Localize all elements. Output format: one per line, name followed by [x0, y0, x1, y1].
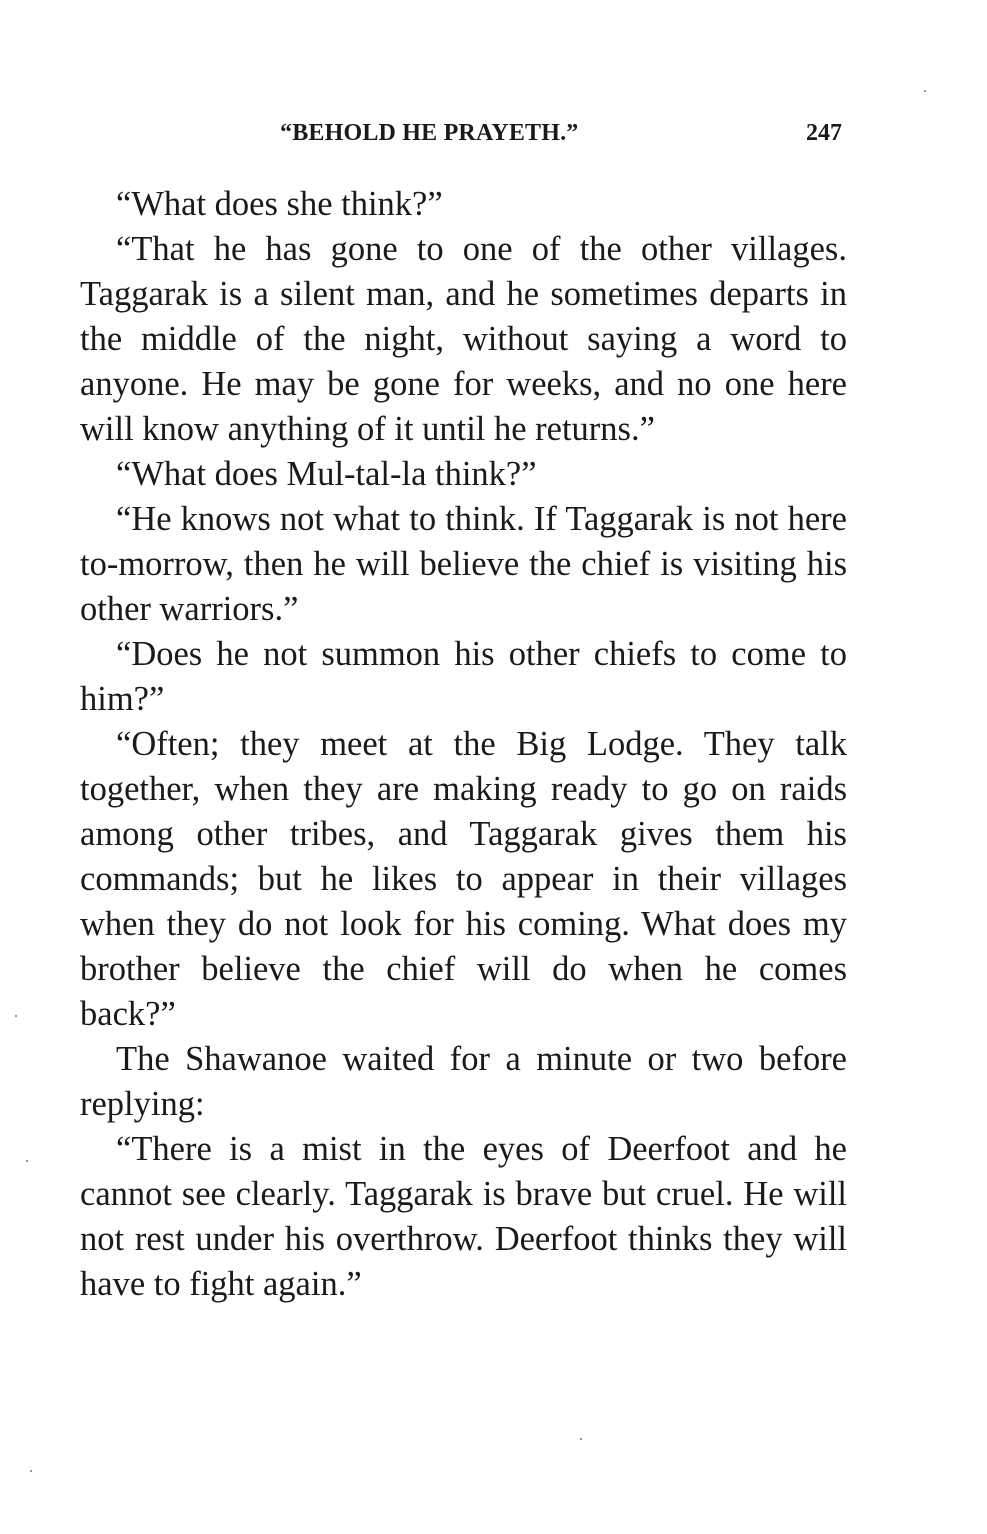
body-text	[80, 182, 847, 1307]
page-number: 247	[806, 120, 842, 146]
paragraph: “He knows not what to think. If Taggarak is not here to-morrow, then he will believe the chief is visiting his other warriors.”	[80, 500, 847, 628]
scan-speck	[26, 1160, 28, 1162]
scan-speck	[15, 1015, 17, 1017]
scan-speck	[580, 1438, 582, 1440]
paragraph: The Shawanoe waited for a minute or two before replying:	[80, 1040, 847, 1123]
paragraph: “That he has gone to one of the other villages. Taggarak is a silent man, and he sometimes departs in the middle of the night, without saying a word to anyone. He may be gone for weeks, and no one here will know anything of it until he returns.”	[80, 230, 847, 448]
paragraph: “What does Mul-tal-la think?”	[116, 455, 537, 493]
scan-speck	[30, 1470, 32, 1472]
running-head: “BEHOLD HE PRAYETH.”	[280, 120, 579, 146]
paragraph: “There is a mist in the eyes of Deerfoot and he cannot see clearly. Taggarak is brave but cruel. He will not rest under his overthrow. Deerfoot thinks they will have to fight again.”	[80, 1130, 847, 1303]
paragraph: “What does she think?”	[116, 185, 443, 223]
paragraph: “Does he not summon his other chiefs to come to him?”	[80, 635, 847, 718]
scan-speck	[924, 90, 926, 92]
paragraph: “Often; they meet at the Big Lodge. They talk together, when they are making ready to go on raids among other tribes, and Taggarak gives them his commands; but he likes to appear in their villages when they do not look for his coming. What does my brother believe the chief will do when he comes back?”	[80, 725, 847, 1033]
